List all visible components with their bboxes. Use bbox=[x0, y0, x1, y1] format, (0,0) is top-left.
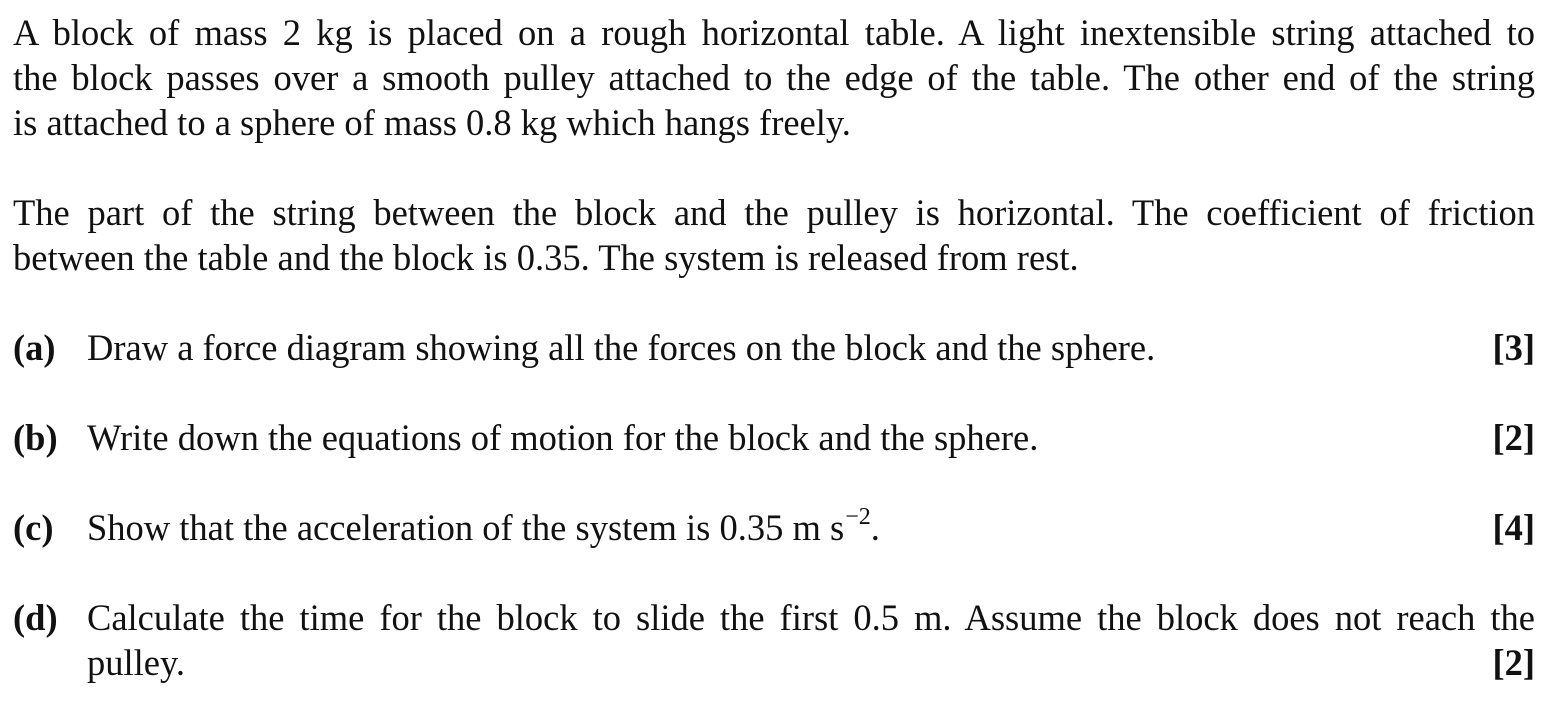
question-text: Write down the equations of motion for the block and the sphere. bbox=[87, 417, 1039, 458]
marks: [2] bbox=[1492, 642, 1535, 683]
intro-line: is attached to a sphere of mass 0.8 kg which hangs freely. bbox=[13, 102, 851, 143]
question-label: (c) bbox=[13, 507, 54, 548]
intro-line: A block of mass 2 kg is placed on a rough horizontal table. A light inextensible string attached to bbox=[13, 12, 1535, 53]
intro-paragraph bbox=[13, 10, 1535, 145]
marks: [4] bbox=[1492, 507, 1535, 548]
marks: [3] bbox=[1492, 327, 1535, 368]
setup-paragraph bbox=[13, 190, 1535, 280]
question-text: Draw a force diagram showing all the forces on the block and the sphere. bbox=[87, 327, 1156, 368]
question-label: (b) bbox=[13, 417, 58, 458]
unit-exponent: −2 bbox=[845, 504, 871, 530]
setup-line: between the table and the block is 0.35. The system is released from rest. bbox=[13, 237, 1079, 278]
question-text-main: Show that the acceleration of the system is 0.35 m s bbox=[87, 507, 845, 548]
question-c bbox=[13, 505, 1535, 550]
setup-line: The part of the string between the block and the pulley is horizontal. The coefficient of friction bbox=[13, 192, 1535, 233]
question-a bbox=[13, 325, 1535, 370]
question-text bbox=[87, 505, 880, 556]
question-text-suffix: . bbox=[870, 507, 880, 548]
marks: [2] bbox=[1492, 417, 1535, 458]
question-text bbox=[87, 595, 1535, 685]
question-label: (a) bbox=[13, 327, 56, 368]
question-label: (d) bbox=[13, 597, 58, 638]
question-d bbox=[13, 595, 1535, 685]
question-text-line: pulley. bbox=[87, 642, 185, 683]
question-b bbox=[13, 415, 1535, 460]
question-text-line: Calculate the time for the block to slide the first 0.5 m. Assume the block does not reach the bbox=[87, 597, 1535, 638]
intro-line: the block passes over a smooth pulley attached to the edge of the table. The other end of the string bbox=[13, 57, 1535, 98]
